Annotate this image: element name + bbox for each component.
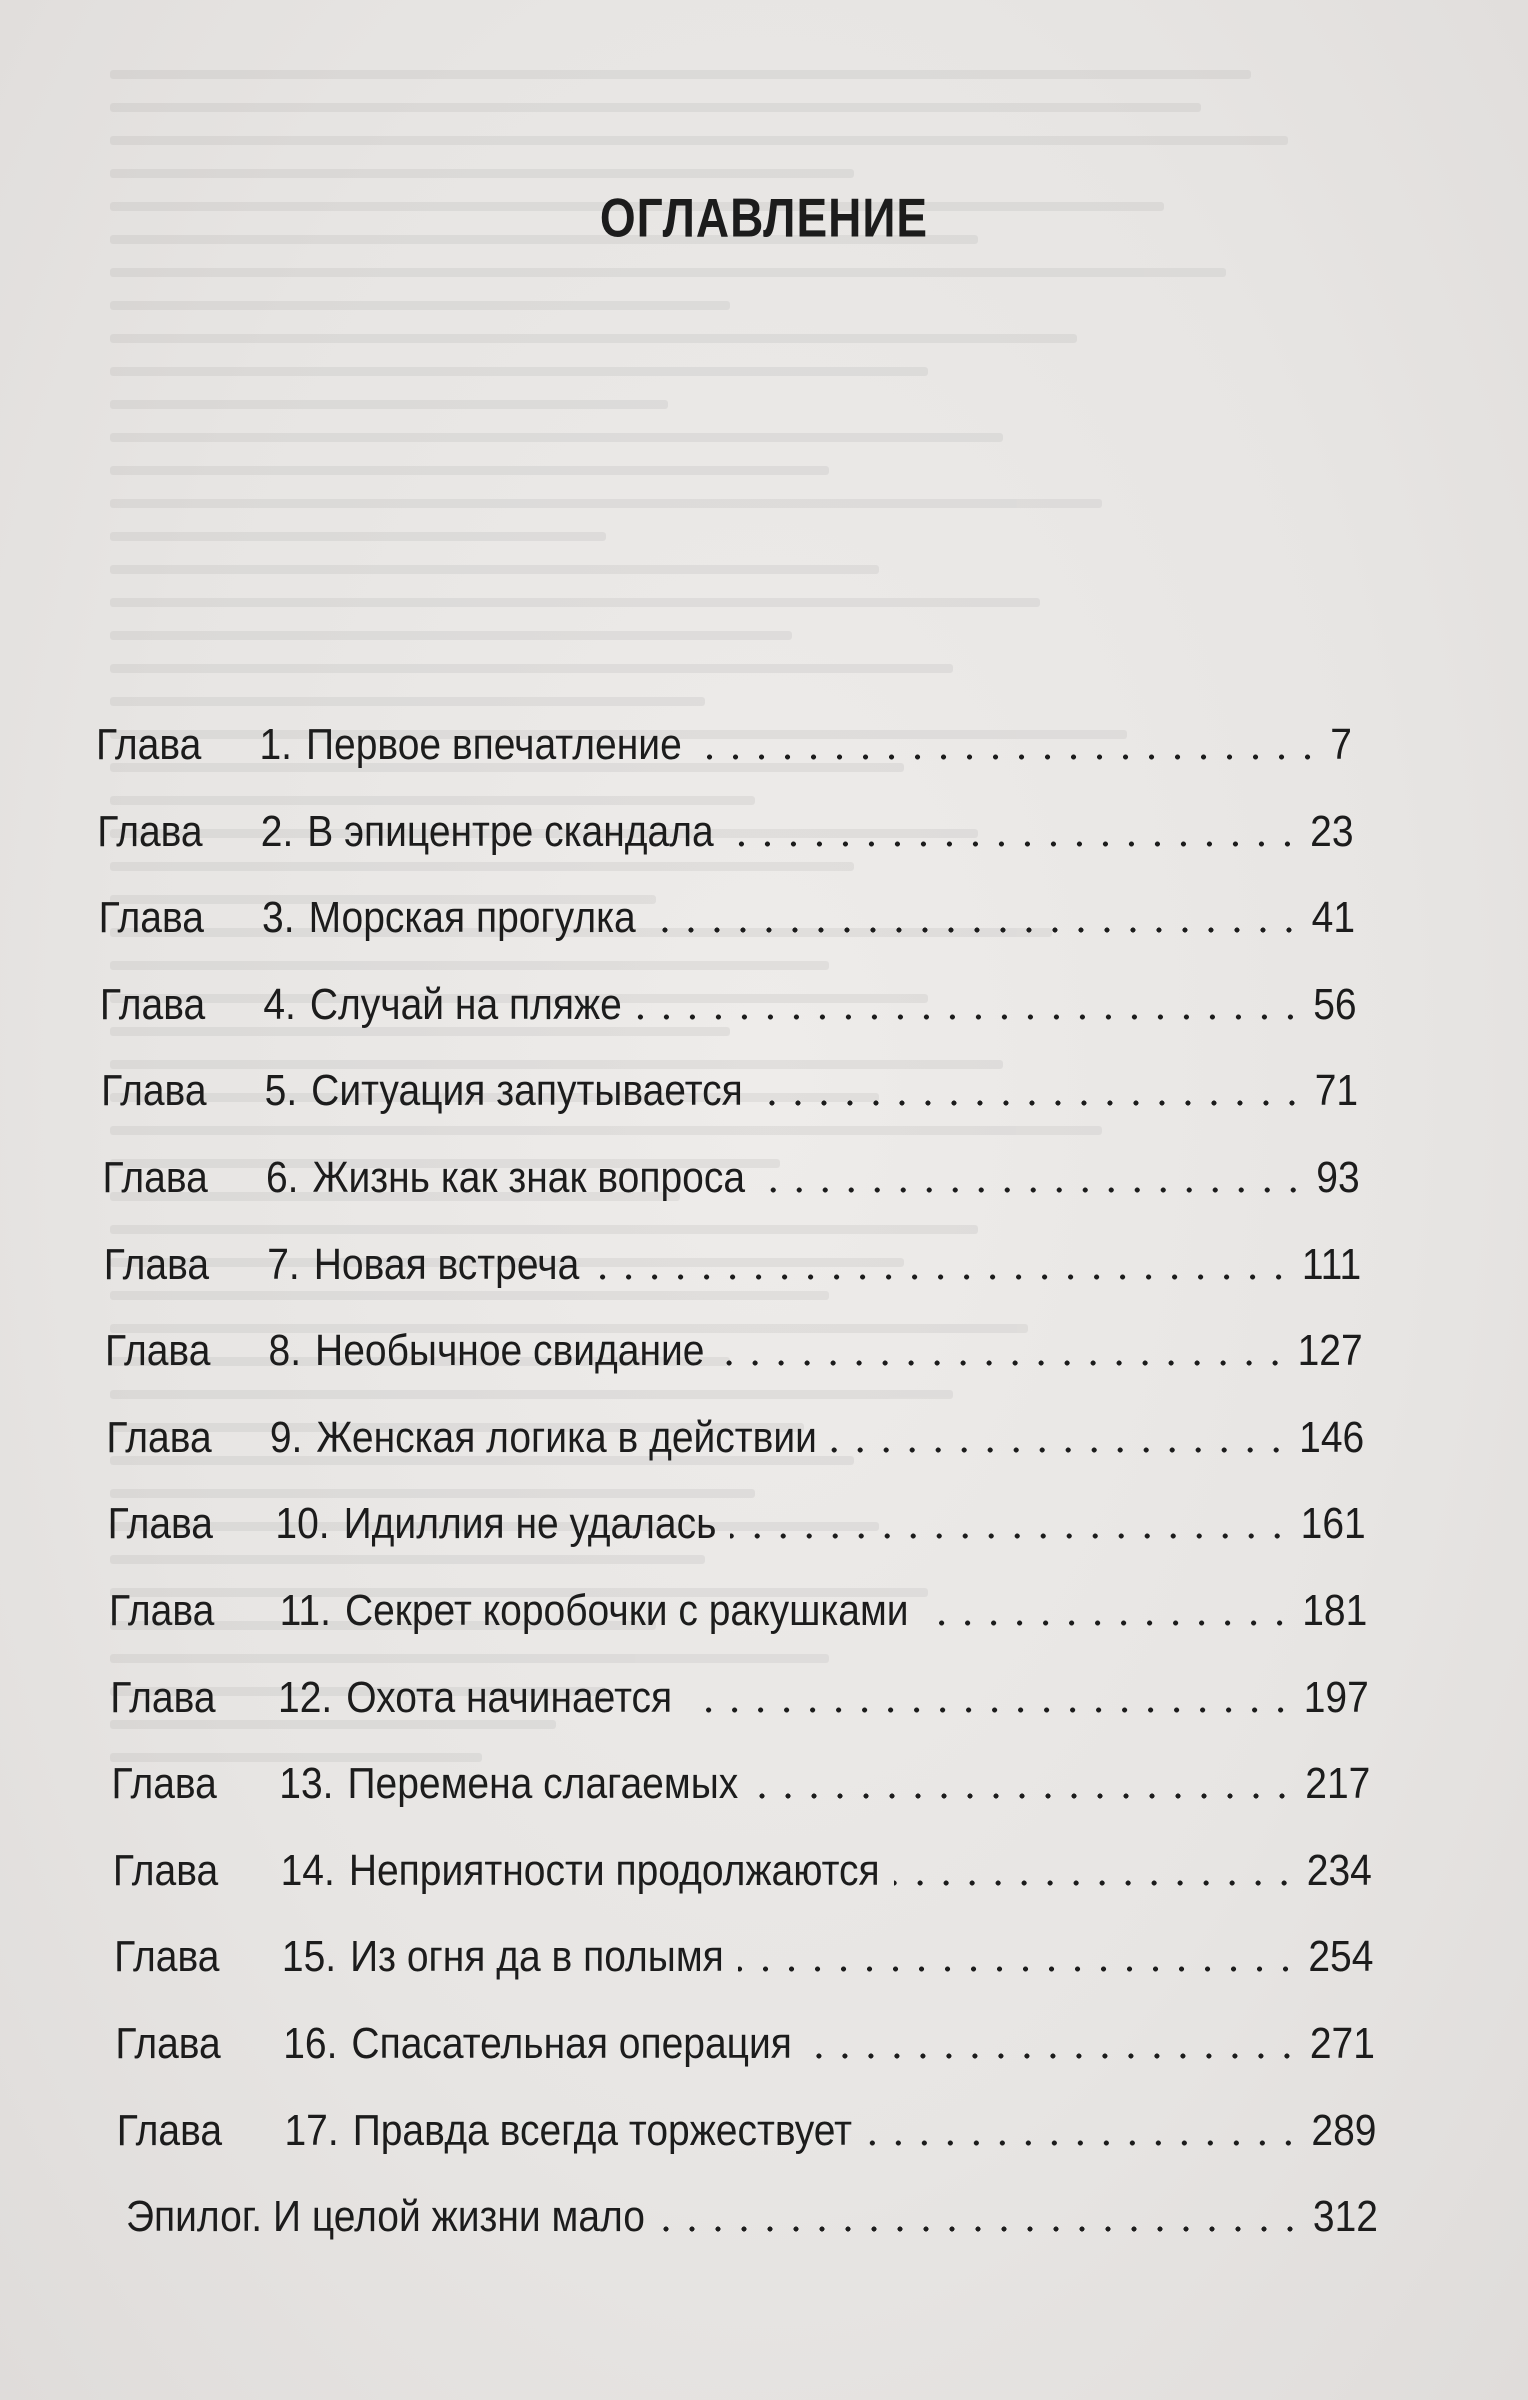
dot-leader (752, 1793, 1295, 1799)
toc-entry-epilogue (126, 2190, 1378, 2242)
chapter-title: Первое впечатление (306, 720, 682, 769)
dot-leader (650, 927, 1302, 933)
chapter-number: 15. (281, 1933, 337, 1982)
toc-entry (106, 1411, 1364, 1463)
chapter-title: Случай на пляже (309, 980, 622, 1029)
toc-entry-lead (109, 1587, 909, 1636)
dot-leader (806, 2053, 1300, 2059)
chapter-word: Глава (103, 1240, 210, 1289)
chapter-title: Необычное свидание (315, 1326, 705, 1376)
toc-entry-lead (110, 1673, 672, 1722)
toc-entry-lead (106, 1414, 817, 1463)
page-number: 127 (1297, 1326, 1363, 1376)
toc-entry-lead (117, 2106, 852, 2155)
chapter-title: Идиллия не удалась (343, 1500, 717, 1549)
chapter-word: Глава (98, 893, 204, 943)
chapter-number: 5. (264, 1067, 298, 1116)
toc-entry-lead (112, 1760, 739, 1809)
toc-entry-lead (115, 2020, 792, 2069)
chapter-title: Спасательная операция (351, 2019, 792, 2068)
dot-leader (757, 1100, 1305, 1106)
chapter-title: Правда всегда торжествует (352, 2106, 853, 2155)
toc-entry (105, 1324, 1363, 1376)
toc-entry-lead (99, 894, 636, 943)
chapter-word: Глава (105, 1326, 211, 1376)
chapter-number: 17. (284, 2106, 339, 2155)
dot-leader (866, 2140, 1301, 2146)
page-number: 312 (1312, 2192, 1378, 2242)
toc-entry (109, 1584, 1367, 1636)
dot-leader (831, 1447, 1289, 1453)
toc-entry-lead (105, 1327, 704, 1376)
toc-entry-lead (102, 1154, 745, 1203)
chapter-word: Глава (107, 1500, 213, 1549)
chapter-title: Морская прогулка (308, 893, 636, 943)
chapter-number: 9. (269, 1413, 303, 1462)
dot-leader (738, 1966, 1299, 1972)
toc-entry-lead (114, 1933, 724, 1982)
toc-entry (112, 1757, 1371, 1809)
page-number: 181 (1302, 1586, 1368, 1635)
chapter-word: Глава (106, 1413, 212, 1462)
chapter-word: Глава (112, 1846, 219, 1895)
chapter-title: Перемена слагаемых (347, 1759, 739, 1809)
chapter-title: Секрет коробочки с ракушками (344, 1586, 909, 1635)
chapter-number: 10. (275, 1500, 330, 1549)
dot-leader (719, 1360, 1288, 1366)
toc-entry-lead (113, 1847, 880, 1896)
chapter-word: Глава (102, 1153, 208, 1202)
toc-entry (115, 2017, 1375, 2069)
page-number: 7 (1330, 720, 1352, 769)
page-number: 217 (1305, 1759, 1371, 1809)
chapter-number: 8. (268, 1326, 302, 1376)
dot-leader (593, 1274, 1292, 1280)
toc-entry (104, 1238, 1361, 1290)
chapter-title: Женская логика в действии (316, 1413, 817, 1462)
chapter-word: Глава (110, 1673, 216, 1722)
toc-entry (110, 1671, 1369, 1723)
toc-entry (101, 1064, 1358, 1116)
chapter-number: 14. (280, 1846, 335, 1895)
toc-entry-lead (100, 981, 622, 1030)
toc-entry (108, 1497, 1366, 1549)
toc-entry (99, 891, 1355, 943)
dot-leader (636, 1014, 1303, 1020)
chapter-number: 2. (260, 807, 294, 856)
epilogue-title: Эпилог. И целой жизни мало (126, 2192, 645, 2242)
toc-entry (113, 1844, 1372, 1896)
chapter-number: 1. (259, 720, 292, 769)
chapter-title: Ситуация запутывается (311, 1067, 743, 1116)
page-number: 71 (1314, 1067, 1359, 1116)
toc-entry (100, 978, 1357, 1030)
chapter-title: Из огня да в полымя (350, 1933, 724, 1982)
page-number: 111 (1301, 1240, 1362, 1289)
page-number: 289 (1311, 2106, 1377, 2155)
chapter-number: 4. (263, 980, 296, 1029)
toc-entry (97, 805, 1353, 857)
dot-leader (659, 2226, 1303, 2232)
chapter-number: 7. (267, 1240, 300, 1289)
chapter-word: Глава (115, 2019, 221, 2068)
dot-leader (923, 1620, 1293, 1626)
page-number: 23 (1310, 807, 1354, 856)
toc-entry-lead (104, 1240, 580, 1289)
chapter-title: Жизнь как знак вопроса (312, 1153, 746, 1202)
dot-leader (730, 1533, 1290, 1539)
chapter-number: 6. (265, 1153, 299, 1202)
dot-leader (696, 754, 1321, 760)
chapter-title: Новая встреча (313, 1240, 580, 1289)
page-number: 271 (1309, 2019, 1375, 2068)
dot-leader (894, 1880, 1297, 1886)
page-number: 254 (1308, 1933, 1374, 1982)
toc-entry (96, 718, 1352, 770)
chapter-title: Охота начинается (346, 1673, 673, 1722)
chapter-title: В эпицентре скандала (307, 807, 714, 856)
chapter-number: 11. (279, 1586, 331, 1635)
chapter-word: Глава (114, 1933, 220, 1982)
toc-entry-lead (101, 1067, 743, 1116)
chapter-title: Неприятности продолжаются (348, 1846, 880, 1895)
dot-leader (686, 1707, 1294, 1713)
dot-leader (759, 1187, 1306, 1193)
chapter-word: Глава (101, 1067, 207, 1116)
toc-entry (117, 2104, 1377, 2156)
toc-entry (102, 1151, 1359, 1203)
chapter-number: 16. (283, 2019, 338, 2068)
page-number: 93 (1316, 1153, 1360, 1202)
page-number: 146 (1299, 1413, 1365, 1462)
page-number: 234 (1306, 1846, 1372, 1895)
chapter-number: 13. (279, 1759, 334, 1809)
toc-entry-lead (108, 1500, 717, 1549)
chapter-word: Глава (116, 2106, 223, 2155)
chapter-word: Глава (97, 807, 203, 856)
page-number: 161 (1300, 1500, 1366, 1549)
toc-entry-lead (97, 807, 713, 856)
chapter-word: Глава (108, 1586, 215, 1635)
page-title: ОГЛАВЛЕНИЕ (599, 187, 929, 249)
page-number: 56 (1313, 980, 1357, 1029)
chapter-number: 3. (262, 893, 295, 943)
page-number: 197 (1303, 1673, 1369, 1722)
toc-entry-lead (96, 721, 682, 770)
dot-leader (728, 841, 1300, 847)
page-number: 41 (1311, 893, 1356, 943)
toc-entry (114, 1930, 1373, 1982)
chapter-word: Глава (99, 980, 206, 1029)
chapter-word: Глава (111, 1759, 217, 1809)
chapter-number: 12. (278, 1673, 333, 1722)
chapter-word: Глава (96, 720, 202, 769)
